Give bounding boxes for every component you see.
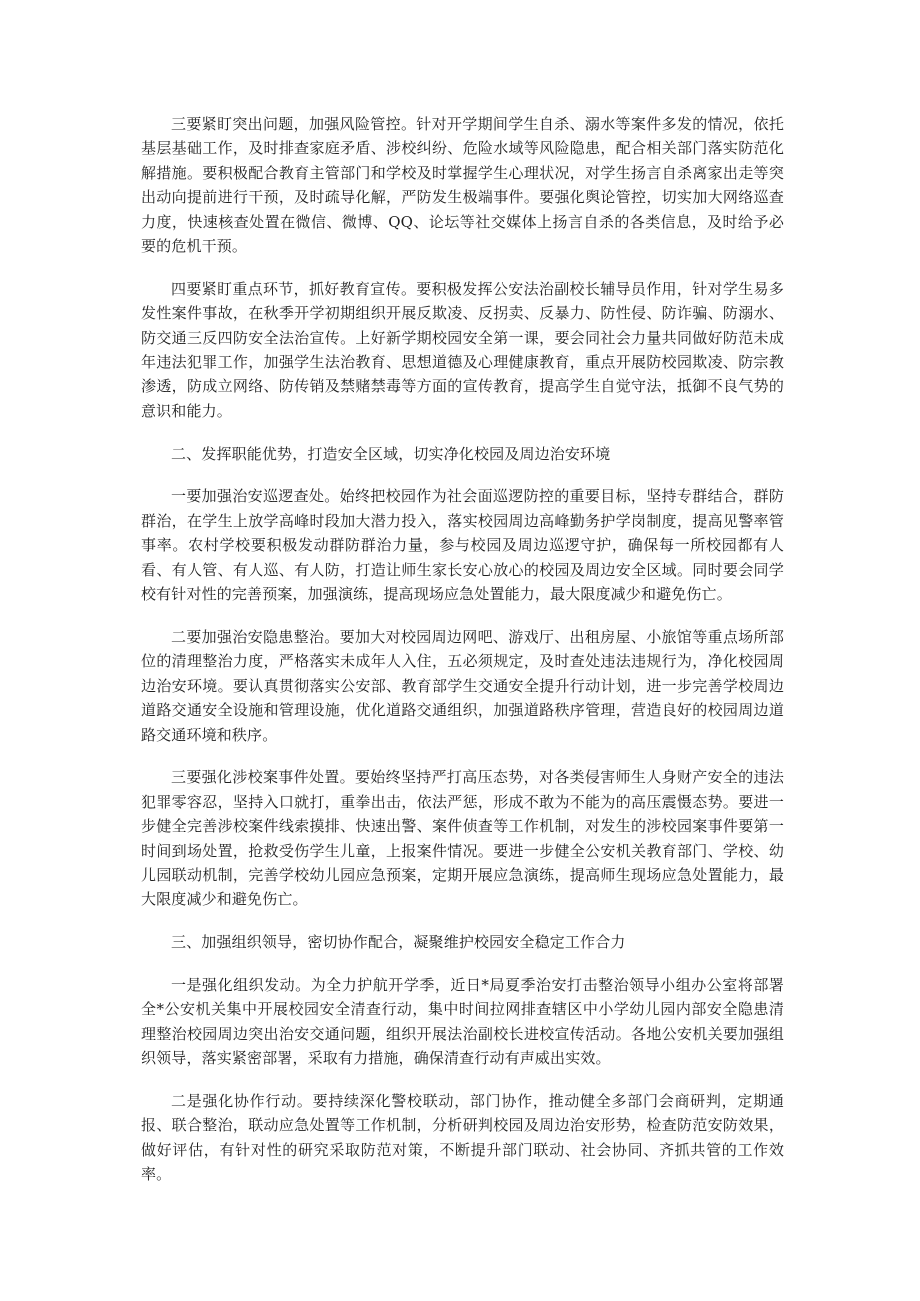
paragraph-patrol: 一要加强治安巡逻查处。始终把校园作为社会面巡逻防控的重要目标，坚持专群结合，群防群治，在学生上放学高峰时段加大潜力投入，落实校园周边高峰勤务护学岗制度，提高见警率管事率。农村学校要积极发动群防群治力量，参与校园及周边巡逻守护，确保每一所校园都有人看、有人管、有人巡、有人防，打造让师生家长安心放心的校园及周边安全区域。同时要会同学校有针对性的完善预案，加强演练，提高现场应急处置能力，最大限度减少和避免伤亡。 <box>141 487 784 604</box>
paragraph-hazard-rectification: 二要加强治安隐患整治。要加大对校园周边网吧、游戏厅、出租房屋、小旅馆等重点场所部位的清理整治力度，严格落实未成年人入住，五必须规定，及时查处违法违规行为，净化校园周边治安环境。要认真贯彻落实公安部、教育部学生交通安全提升行动计划，进一步完善学校周边道路交通安全设施和管理设施，优化道路交通组织，加强道路秩序管理，营造良好的校园周边道路交通环境和秩序。 <box>141 627 784 744</box>
paragraph-case-handling: 三要强化涉校案事件处置。要始终坚持严打高压态势，对各类侵害师生人身财产安全的违法犯罪零容忍，坚持入口就打，重拳出击，依法严惩，形成不敢为不能为的高压震慑态势。要进一步健全完善涉校案件线索摸排、快速出警、案件侦查等工作机制，对发生的涉校园案事件要第一时间到场处置，抢救受伤学生儿童，上报案件情况。要进一步健全公安机关教育部门、学校、幼儿园联动机制，完善学校幼儿园应急预案，定期开展应急演练，提高师生现场应急处置能力，最大限度减少和避免伤亡。 <box>141 768 784 909</box>
paragraph-organization: 一是强化组织发动。为全力护航开学季，近日*局夏季治安打击整治领导小组办公室将部署全*公安机关集中开展校园安全清查行动，集中时间拉网排查辖区中小学幼儿园内部安全隐患清理整治校园周边突出治安交通问题，组织开展法治副校长进校宣传活动。各地公安机关要加强组织领导，落实紧密部署，采取有力措施，确保清查行动有声威出实效。 <box>141 975 784 1068</box>
paragraph-risk-control: 三要紧盯突出问题，加强风险管控。针对开学期间学生自杀、溺水等案件多发的情况，依托基层基础工作，及时排查家庭矛盾、涉校纠纷、危险水域等风险隐患，配合相关部门落实防范化解措施。要积极配合教育主管部门和学校及时掌握学生心理状况，对学生扬言自杀离家出走等突出动向提前进行干预，及时疏导化解，严防发生极端事件。要强化舆论管控，切实加大网络巡查力度，快速核查处置在微信、微博、QQ、论坛等社交媒体上扬言自杀的各类信息，及时给予必要的危机干预。 <box>141 115 784 256</box>
section-heading-3: 三、加强组织领导，密切协作配合，凝聚维护校园安全稳定工作合力 <box>171 933 626 952</box>
section-heading-2: 二、发挥职能优势，打造安全区域，切实净化校园及周边治安环境 <box>171 444 611 463</box>
paragraph-cooperation: 二是强化协作行动。要持续深化警校联动，部门协作，推动健全多部门会商研判，定期通报、联合整治，联动应急处置等工作机制，分析研判校园及周边治安形势，检查防范安防效果，做好评估，有针对性的研究采取防范对策，不断提升部门联动、社会协同、齐抓共管的工作效率。 <box>141 1091 784 1184</box>
paragraph-education-publicity: 四要紧盯重点环节，抓好教育宣传。要积极发挥公安法治副校长辅导员作用，针对学生易多发性案件事故，在秋季开学初期组织开展反欺凌、反拐卖、反暴力、防性侵、防诈骗、防溺水、防交通三反四防安全法治宣传。上好新学期校园安全第一课，要会同社会力量共同做好防范未成年违法犯罪工作，加强学生法治教育、思想道德及心理健康教育，重点开展防校园欺凌、防宗教渗透，防成立网络、防传销及禁赌禁毒等方面的宣传教育，提高学生自觉守法，抵御不良气势的意识和能力。 <box>141 279 784 420</box>
